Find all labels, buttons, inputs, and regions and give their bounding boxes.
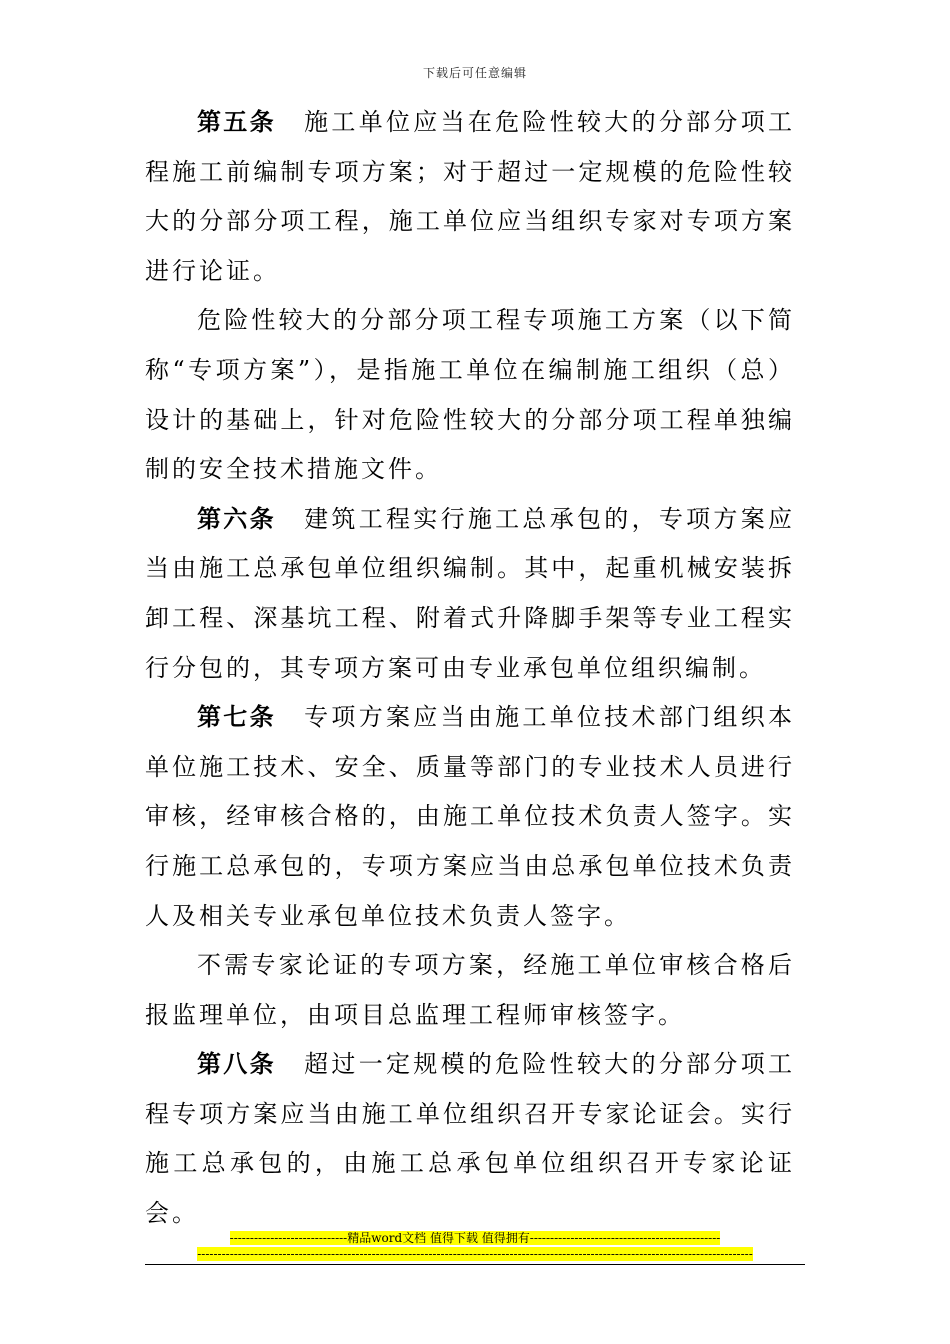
footer-banner-dashes: -----------------------------------------------------------------------------------------------------------------------------------------: [197, 1247, 753, 1261]
page-header-note: 下载后可任意编辑: [422, 66, 527, 80]
paragraph-text: 建筑工程实行施工总承包的，专项方案应当由施工总承包单位组织编制。其中，起重机械安装拆卸工程、深基坑工程、附着式升降脚手架等专业工程实行分包的，其专项方案可由专业承包单位组织编制。: [145, 504, 796, 682]
paragraph-article-5: [145, 98, 795, 296]
paragraph-article-7: [145, 693, 795, 941]
article-number: 第六条: [197, 504, 276, 533]
paragraph-text: 超过一定规模的危险性较大的分部分项工程专项方案应当由施工单位组织召开专家论证会。实行施工总承包的，由施工总承包单位组织召开专家论证会。: [145, 1050, 796, 1228]
paragraph-text: 危险性较大的分部分项工程专项施工方案（以下简称“专项方案”），是指施工单位在编制施工组织（总）设计的基础上，针对危险性较大的分部分项工程单独编制的安全技术措施文件。: [145, 306, 795, 484]
footer-banner-line-2: [0, 1247, 950, 1261]
footer-banner-line-1: [0, 1231, 950, 1245]
article-number: 第七条: [197, 703, 276, 732]
document-body: [145, 98, 795, 1239]
article-number: 第八条: [197, 1050, 276, 1079]
footer-banner-text: -----------------------------精品word文档 值得下载 值得拥有-----------------------------------------------: [229, 1231, 721, 1245]
paragraph-text: 施工单位应当在危险性较大的分部分项工程施工前编制专项方案；对于超过一定规模的危险性较大的分部分项工程，施工单位应当组织专家对专项方案进行论证。: [145, 108, 796, 285]
paragraph-article-6: [145, 495, 795, 693]
paragraph-article-8: [145, 1040, 795, 1238]
paragraph-no-expert-review: [145, 941, 795, 1040]
footer-divider: [145, 1264, 805, 1265]
article-number: 第五条: [197, 108, 276, 136]
paragraph-definition: [145, 296, 795, 494]
paragraph-text: 专项方案应当由施工单位技术部门组织本单位施工技术、安全、质量等部门的专业技术人员进行审核，经审核合格的，由施工单位技术负责人签字。实行施工总承包的，专项方案应当由总承包单位技术负责人及相关专业承包单位技术负责人签字。: [145, 703, 796, 930]
paragraph-text: 不需专家论证的专项方案，经施工单位审核合格后报监理单位，由项目总监理工程师审核签字。: [145, 951, 795, 1029]
